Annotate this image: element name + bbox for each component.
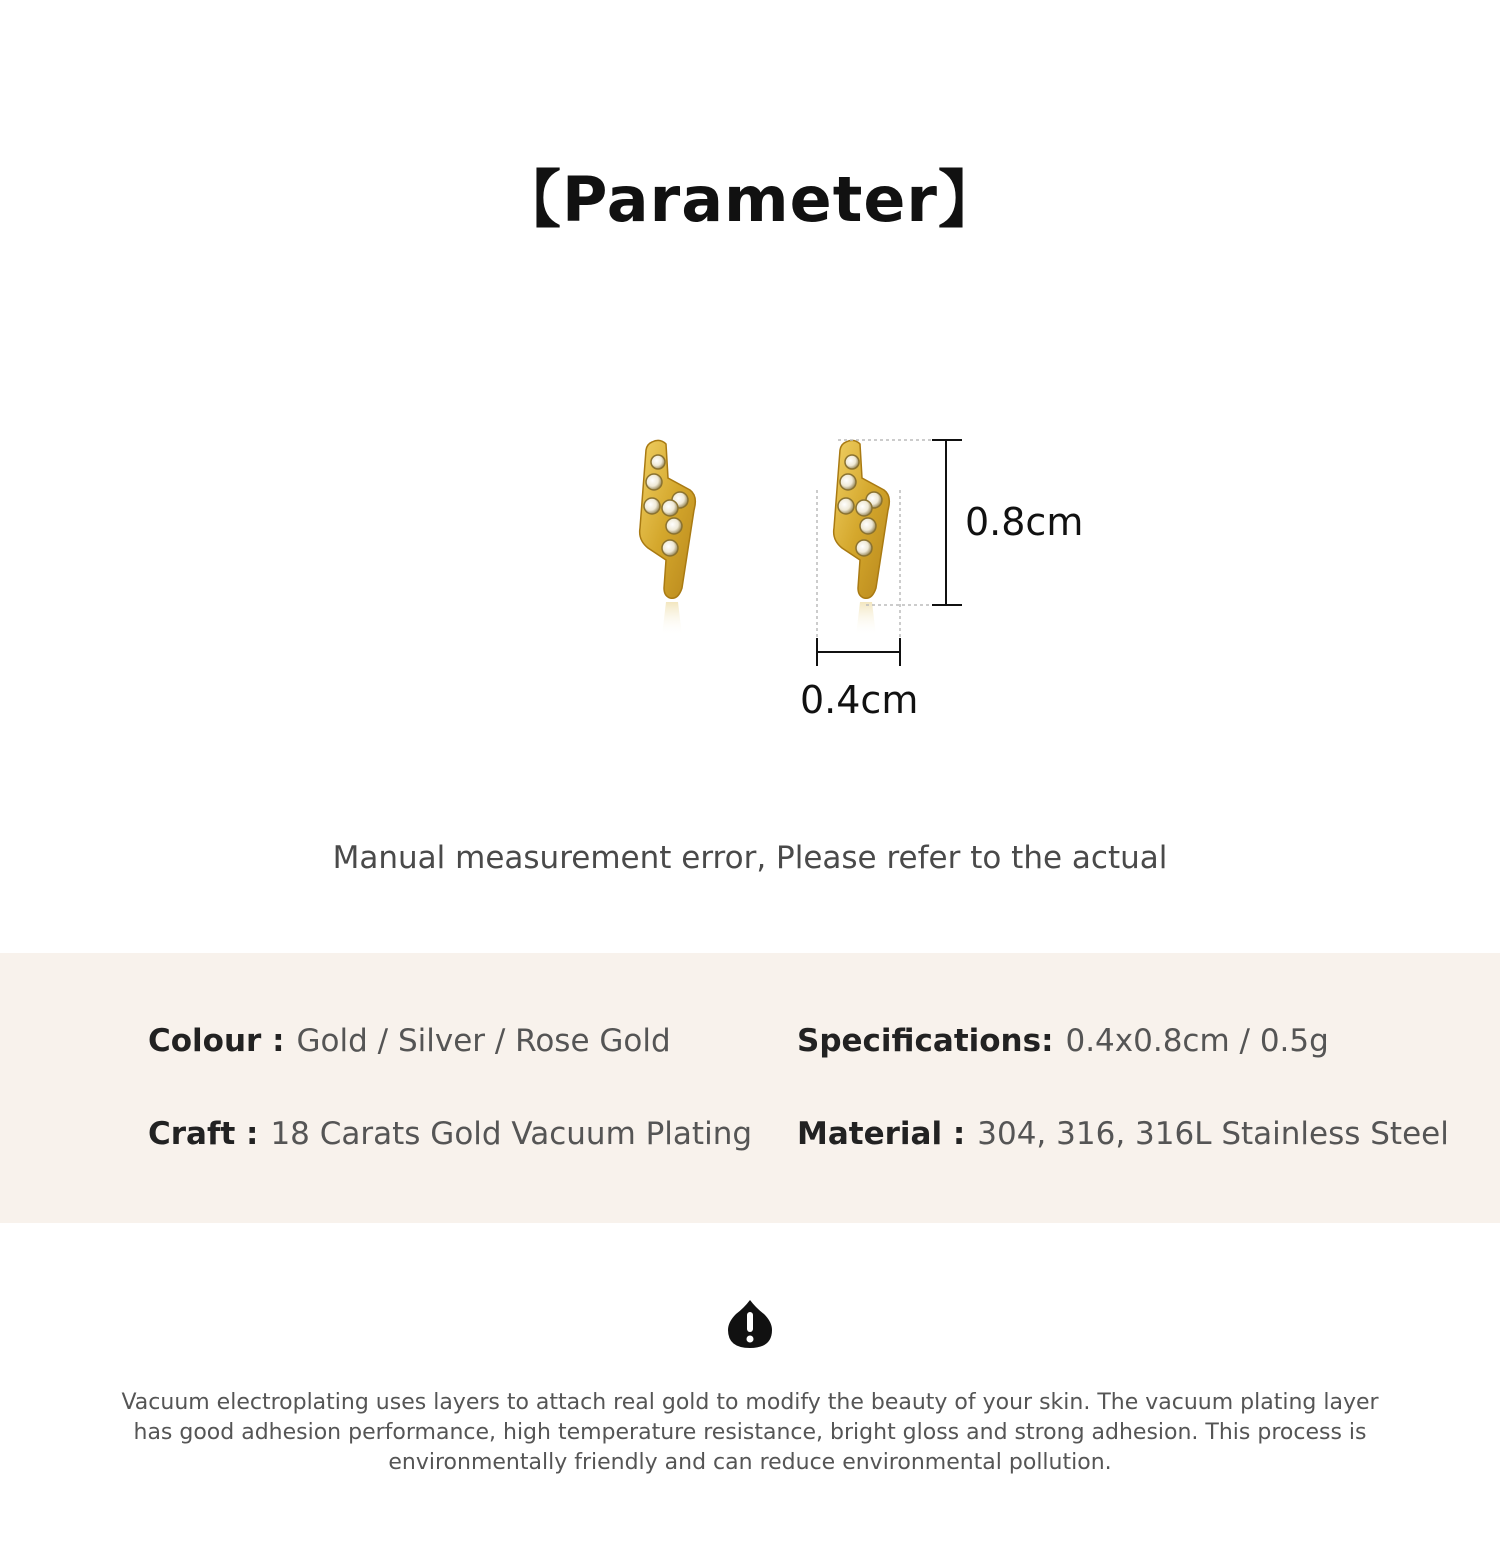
plating-description: Vacuum electroplating uses layers to attach real gold to modify the beauty of your skin. The vacuum plating layer has good adhesion performance, high temperature resistance, bright gloss and strong adhesion. This process is environmentally friendly and can reduce environmental pollution. bbox=[121, 1390, 1379, 1475]
spec-colour-label: Colour : bbox=[148, 1023, 285, 1059]
spec-material-label: Material : bbox=[797, 1116, 966, 1152]
spec-specifications bbox=[797, 1023, 1329, 1059]
width-dimension-label: 0.4cm bbox=[800, 678, 919, 722]
height-dimension-label: 0.8cm bbox=[965, 500, 1084, 544]
spec-specifications-value: 0.4x0.8cm / 0.5g bbox=[1065, 1023, 1329, 1059]
spec-craft bbox=[148, 1116, 752, 1152]
left-earring-icon bbox=[640, 440, 696, 636]
spec-craft-label: Craft : bbox=[148, 1116, 259, 1152]
spec-band bbox=[0, 953, 1500, 1223]
spec-craft-value: 18 Carats Gold Vacuum Plating bbox=[270, 1116, 753, 1152]
spec-material bbox=[797, 1116, 1449, 1152]
spec-colour bbox=[148, 1023, 671, 1059]
measurement-note: Manual measurement error, Please refer to the actual bbox=[332, 840, 1168, 876]
spec-colour-value: Gold / Silver / Rose Gold bbox=[296, 1023, 671, 1059]
warning-icon bbox=[726, 1298, 774, 1350]
right-earring-icon bbox=[834, 440, 890, 636]
earrings-illustration bbox=[0, 420, 1500, 740]
spec-specifications-label: Specifications: bbox=[797, 1023, 1054, 1059]
product-figure bbox=[0, 420, 1500, 740]
spec-material-value: 304, 316, 316L Stainless Steel bbox=[977, 1116, 1449, 1152]
page-title: 【Parameter】 bbox=[499, 163, 1001, 236]
